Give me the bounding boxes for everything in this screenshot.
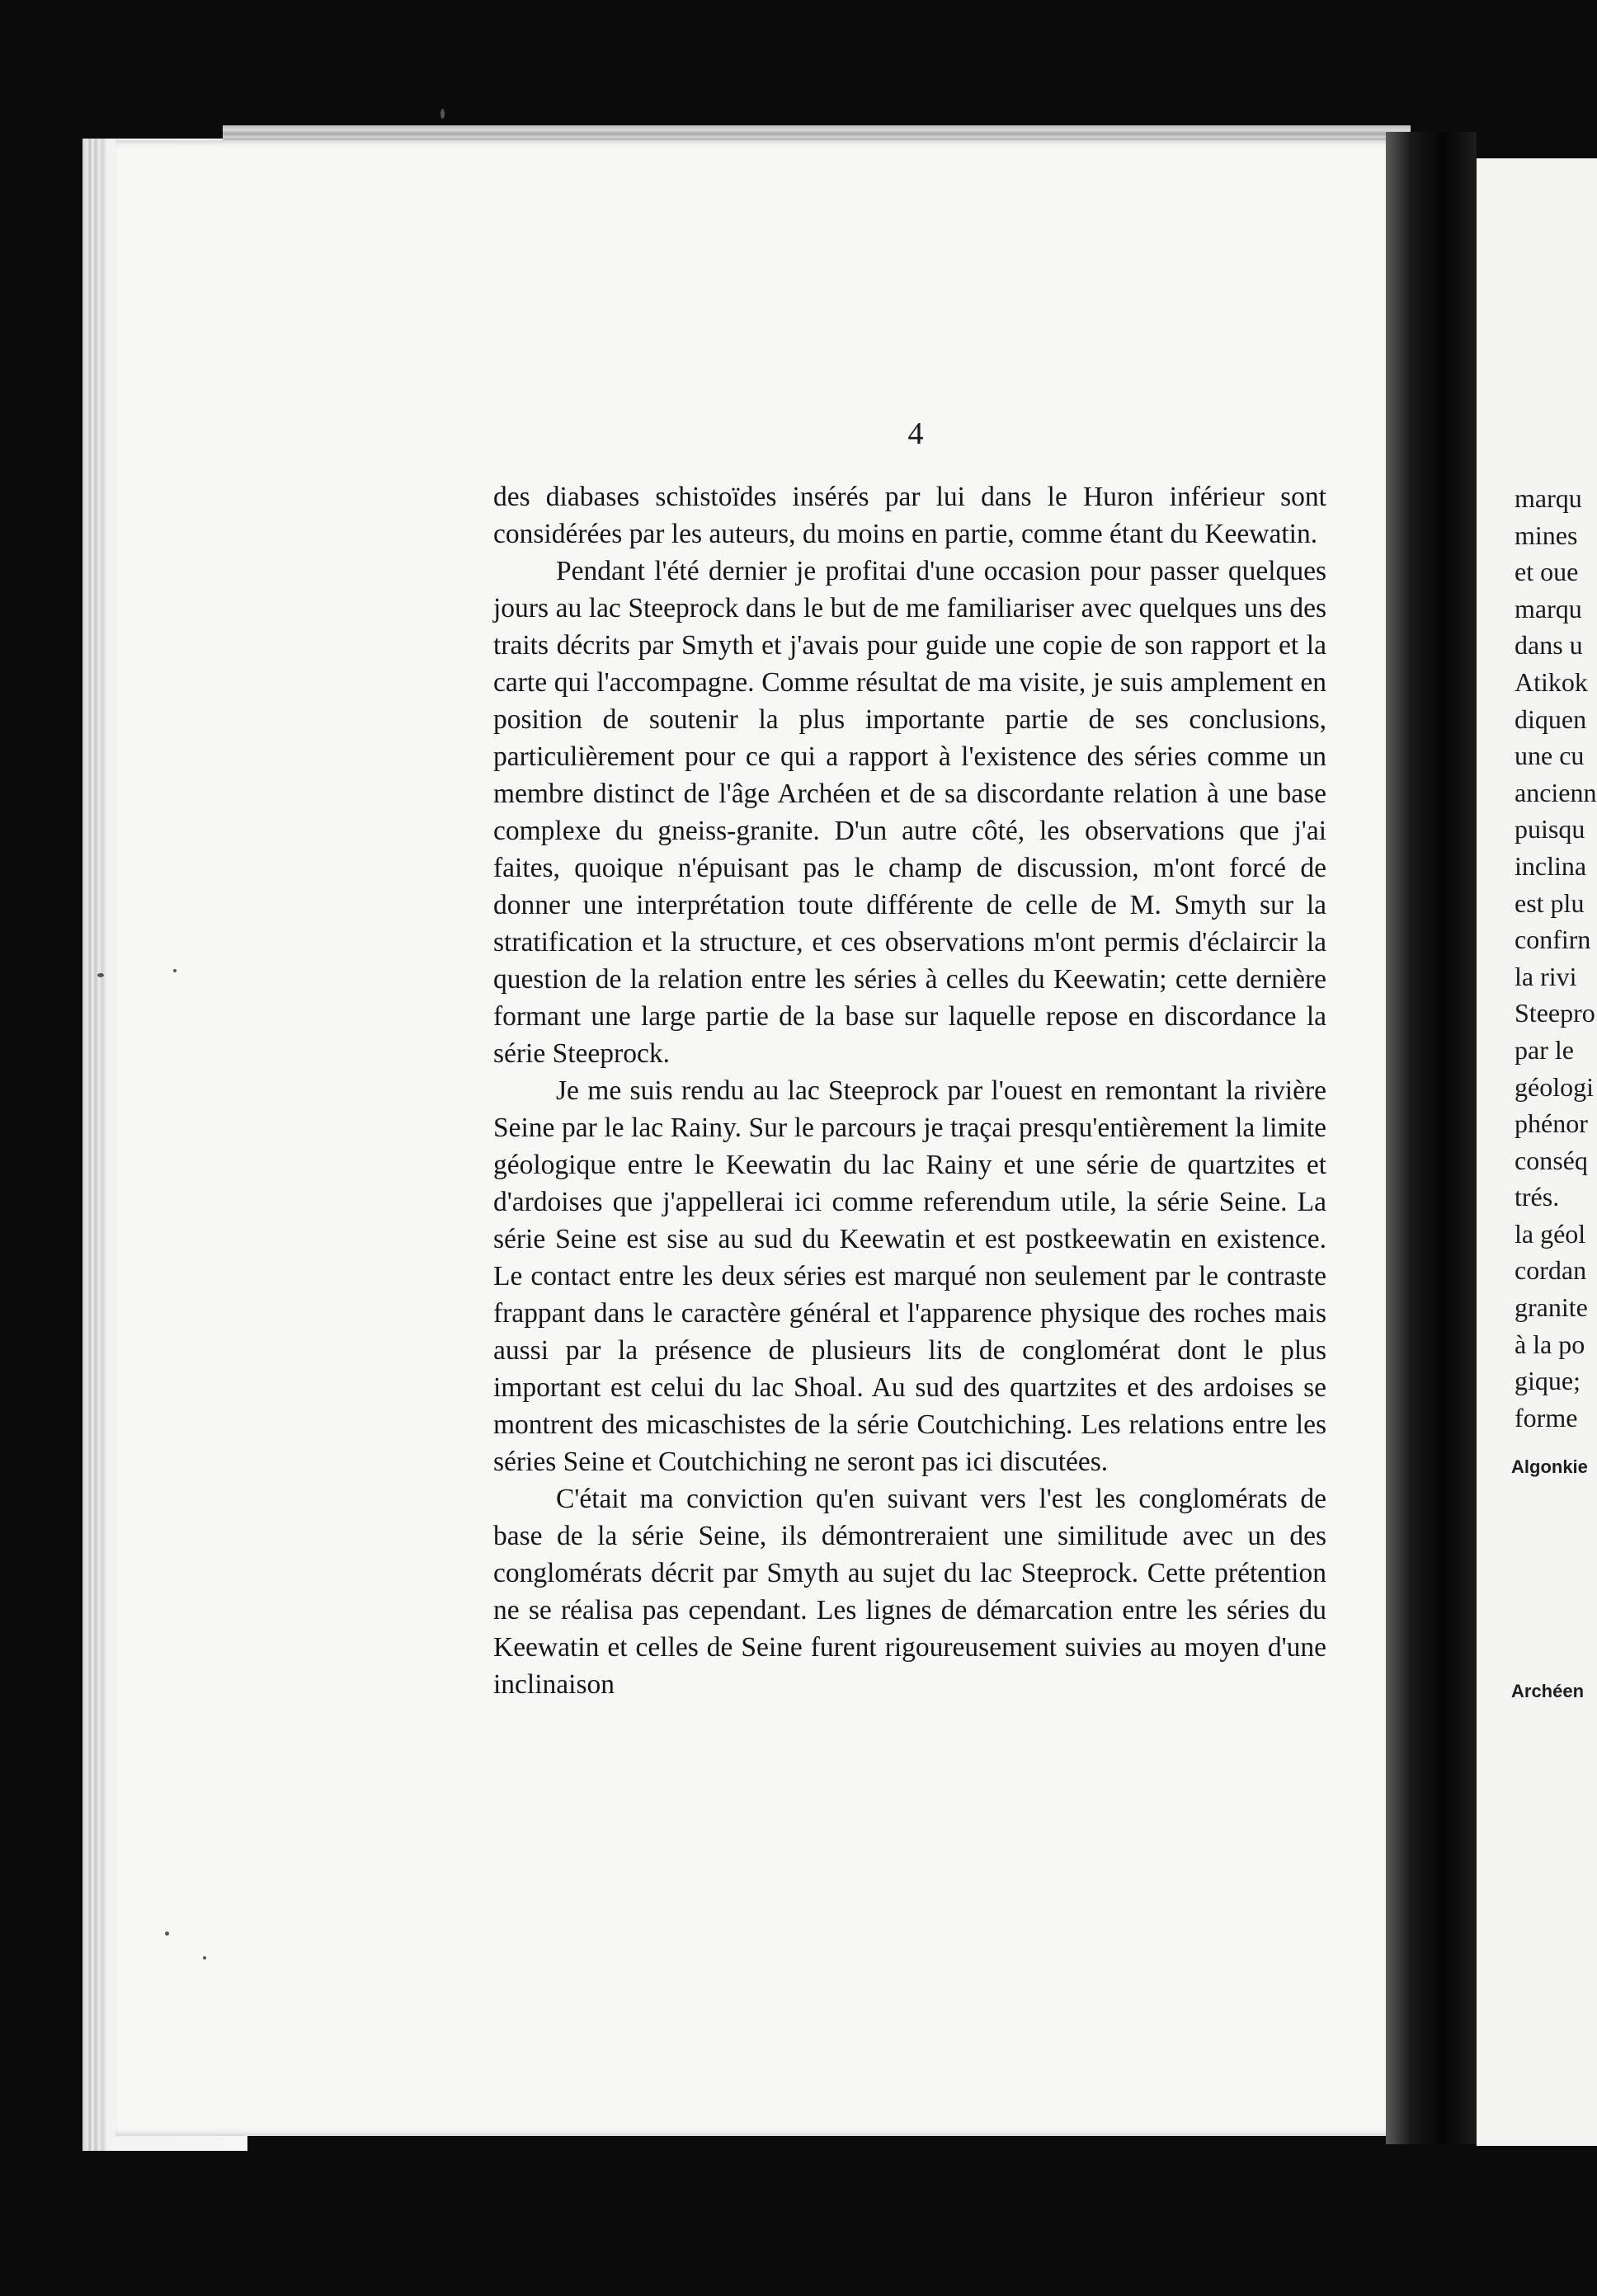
page-number: 4 [907,416,924,451]
right-line: cordan [1515,1255,1587,1286]
right-line: dans u [1515,630,1583,661]
right-line: marqu [1515,593,1582,623]
right-line: diquen [1515,703,1587,734]
right-line: inclina [1515,850,1587,881]
right-line: forme [1515,1402,1578,1433]
right-line: ancienn [1515,777,1597,807]
paragraph-3: Je me suis rendu au lac Steeprock par l'ouest en remontant la rivière Seine par le lac Rainy. Sur le parcours je traçai presqu'entièrement la limite géologique entre le Keewatin du lac Rainy et une série de quartzites et d'ardoises que j'appellerai ici comme referendum utile, la série Seine. La série Seine est sise au sud du Keewatin et est postkeewatin en existence. Le contact entre les deux séries est marqué non seulement par le contraste frappant dans le caractère général et l'apparence physique des roches mais aussi par la présence de plusieurs lits de conglomérat dont le plus important est celui du lac Shoal. Au sud des quartzites et des ardoises se montrent des micaschistes de la série Coutchiching. Les relations entre les séries Seine et Coutchiching ne seront pas ici discutées. [493,1075,1326,1477]
right-line: gique; [1515,1366,1581,1396]
scan-speck [203,1956,206,1960]
margin-label-archeen: Archéen [1511,1681,1585,1701]
right-line: granite [1515,1292,1588,1323]
right-line: Atikok [1515,666,1588,697]
right-line: trés. [1515,1182,1560,1212]
paragraph-1: des diabases schistoïdes insérés par lui dans le Huron inférieur sont considérées par les auteurs, du moins en partie, comme étant du Keewatin. [493,482,1326,549]
right-line: à la po [1515,1329,1585,1359]
paragraph-2: Pendant l'été dernier je profitai d'une occasion pour passer quelques jours au lac Steeprock dans le but de me familiariser avec quelques uns des traits décrits par Smyth et j'avais pour guide une copie de son rapport et la carte qui l'accompagne. Comme résultat de ma visite, je suis amplement en position de soutenir la plus importante partie de ses conclusions, particulièrement pour ce qui a rapport à l'existence des séries comme un membre distinct de l'âge Archéen et de sa discordante relation à une base complexe du gneiss-granite. D'un autre côté, les observations que j'ai faites, quoique n'épuisant pas le champ de discussion, m'ont forcé de donner une interprétation toute différente de celle de M. Smyth sur la stratification et la structure, et ces observations m'ont permis d'éclaircir la question de la relation entre les séries à celles du Keewatin; cette dernière formant une large partie de la base sur laquelle repose en discordance la série Steeprock. [493,556,1326,1069]
right-line: géologi [1515,1071,1594,1102]
scan-speck [165,1931,169,1936]
paragraph-4: C'était ma conviction qu'en suivant vers l'est les conglomérats de base de la série Seine, ils démontreraient une similitude avec un des conglomérats décrit par Smyth au sujet du lac Steeprock. Cette prétention ne se réalisa pas cependant. Les lignes de démarcation entre les séries du Keewatin et celles de Seine furent rigoureusement suivies au moyen d'une inclinaison [493,1484,1326,1700]
book-gutter [1386,132,1477,2144]
body-text [493,478,1326,1703]
margin-label-algonkien: Algonkie [1511,1456,1588,1477]
right-line: mines [1515,520,1578,550]
right-line: la rivi [1515,961,1577,991]
right-line: une cu [1515,741,1585,771]
right-line: marqu [1515,483,1582,513]
right-line: la géol [1515,1218,1586,1249]
right-line: par le [1515,1034,1574,1065]
right-line: conséq [1515,1145,1588,1175]
scan-speck [173,969,177,972]
right-line: est plu [1515,887,1585,918]
right-page-text [1515,480,1597,1436]
right-line: Steepro [1515,998,1595,1028]
right-line: phénor [1515,1108,1588,1139]
right-line: confirn [1515,925,1591,955]
right-line: et oue [1515,557,1579,587]
scan-speck [440,109,445,119]
right-line: puisqu [1515,814,1585,845]
scan-speck [97,973,104,977]
